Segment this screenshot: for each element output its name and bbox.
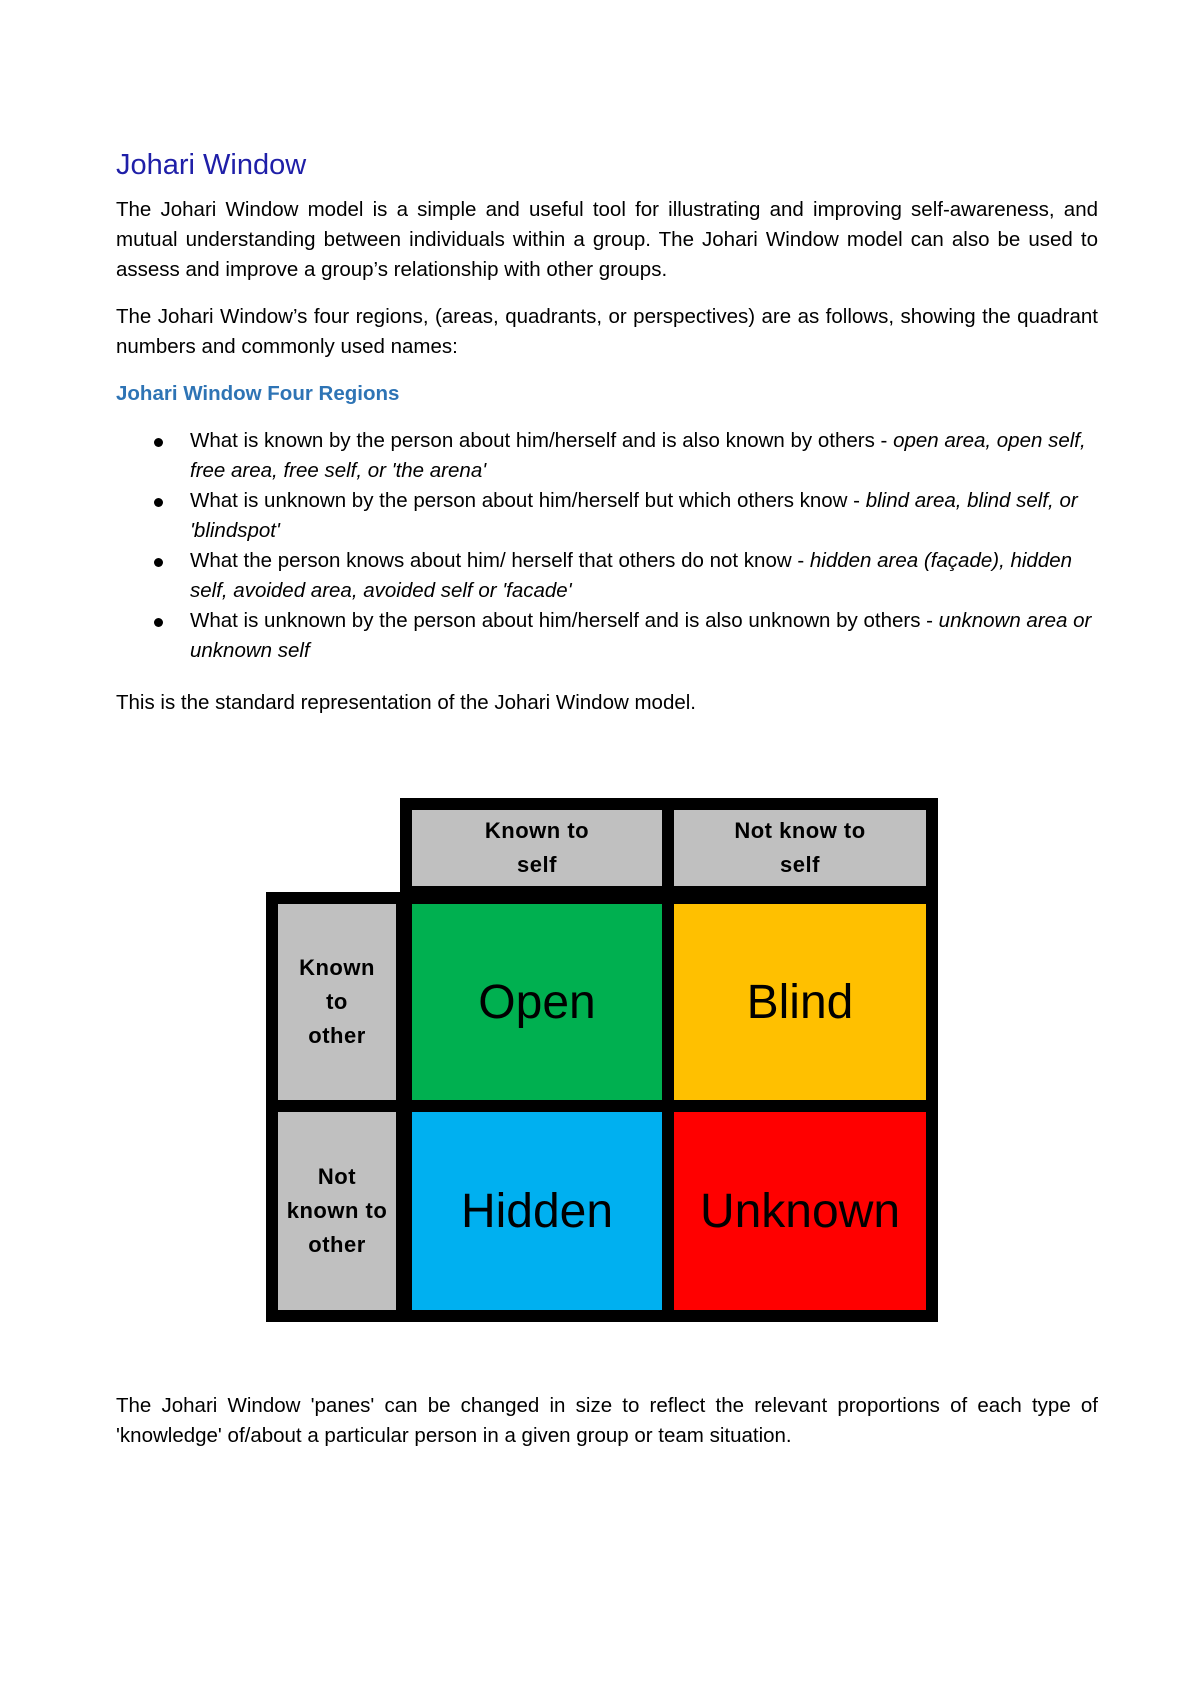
blind-pane-label: Blind (746, 975, 854, 1029)
region-names: hidden area (façade), hidden self, avoided area, avoided self or 'facade' (190, 549, 1073, 602)
page-title: Johari Window (116, 149, 307, 181)
region-description: What is unknown by the person about him/herself and is also unknown by others - (190, 609, 939, 632)
closing-section (116, 1391, 1098, 1468)
region-description: What is unknown by the person about him/herself but which others know - (190, 489, 866, 512)
row-header-known-to-other (278, 904, 396, 1100)
bullet-icon (154, 438, 163, 447)
standard-representation-text: This is the standard representation of the Johari Window model. (116, 691, 696, 714)
region-names: unknown area or unknown self (190, 609, 1092, 662)
region-description: What is known by the person about him/herself and is also known by others - (190, 429, 894, 452)
col-header-label: Not know to self (734, 818, 866, 877)
document-body (116, 147, 1098, 735)
row-header-label: Known to other (299, 955, 375, 1048)
regions-list (116, 426, 1098, 666)
regions-subheading: Johari Window Four Regions (116, 382, 400, 405)
col-header-label: Known to self (484, 818, 590, 877)
list-item (116, 546, 1098, 606)
blind-pane (674, 904, 926, 1100)
unknown-pane-label: Unknown (699, 1184, 901, 1238)
col-header-known-to-self (412, 810, 662, 886)
bullet-icon (154, 498, 163, 507)
region-description: What the person knows about him/ herself that others do not know - (190, 549, 810, 572)
unknown-pane (674, 1112, 926, 1310)
region-names: blind area, blind self, or 'blindspot' (190, 489, 1078, 542)
open-pane-label: Open (478, 975, 596, 1029)
list-item (116, 486, 1098, 546)
region-names: open area, open self, free area, free self, or 'the arena' (190, 429, 1086, 482)
closing-paragraph: The Johari Window 'panes' can be changed in size to reflect the relevant proportions of each type of 'knowledge' of/about a particular person in a given group or team situation. (116, 1394, 1098, 1447)
johari-window-diagram (266, 798, 938, 1322)
hidden-pane-label: Hidden (460, 1184, 614, 1238)
bullet-icon (154, 558, 163, 567)
row-header-not-known-to-other (278, 1112, 396, 1310)
hidden-pane (412, 1112, 662, 1310)
col-header-not-known-to-self (674, 810, 926, 886)
open-pane (412, 904, 662, 1100)
regions-intro-paragraph: The Johari Window’s four regions, (areas, quadrants, or perspectives) are as follows, showing the quadrant numbers and commonly used names: (116, 305, 1098, 358)
list-item (116, 606, 1098, 666)
intro-paragraph: The Johari Window model is a simple and useful tool for illustrating and improving self-awareness, and mutual understanding between individuals within a group. The Johari Window model can also be used to assess and improve a group’s relationship with other groups. (116, 198, 1098, 281)
bullet-icon (154, 618, 163, 627)
row-header-label: Not known to other (286, 1164, 388, 1257)
list-item (116, 426, 1098, 486)
